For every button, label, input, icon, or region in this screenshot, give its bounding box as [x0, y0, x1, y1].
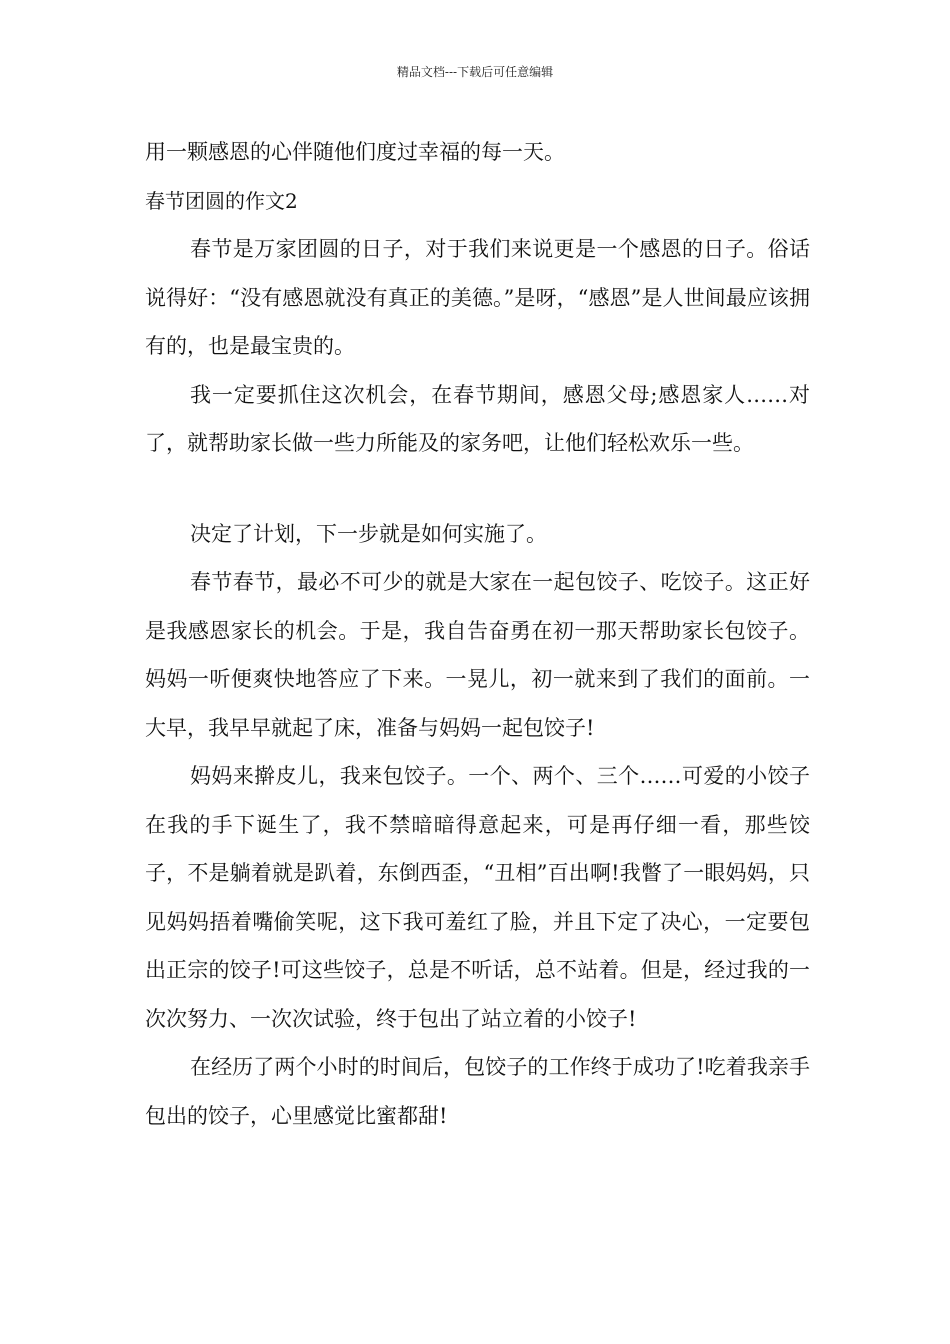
document-body — [145, 128, 810, 1140]
paragraph-spacer — [145, 468, 810, 510]
paragraph-5: 妈妈来擀皮儿，我来包饺子。一个、两个、三个……可爱的小饺子在我的手下诞生了，我不禁暗暗得意起来，可是再仔细一看，那些饺子，不是躺着就是趴着，东倒西歪，“丑相”百出啊!我瞥了一眼妈妈，只见妈妈捂着嘴偷笑呢，这下我可羞红了脸，并且下定了决心，一定要包出正宗的饺子!可这些饺子，总是不听话，总不站着。但是，经过我的一次次努力、一次次试验，终于包出了站立着的小饺子! — [145, 764, 810, 1031]
paragraph-2: 我一定要抓住这次机会，在春节期间，感恩父母;感恩家人……对了，就帮助家长做一些力所能及的家务吧，让他们轻松欢乐一些。 — [145, 382, 810, 455]
paragraph-1: 春节是万家团圆的日子，对于我们来说更是一个感恩的日子。俗话说得好：“没有感恩就没有真正的美德。”是呀，“感恩”是人世间最应该拥有的，也是最宝贵的。 — [145, 237, 810, 358]
essay-title: 春节团圆的作文2 — [145, 188, 298, 213]
page-header: 精品文档---下载后可任意编辑 — [396, 65, 554, 79]
continuation-paragraph: 用一颗感恩的心伴随他们度过幸福的每一天。 — [145, 140, 565, 164]
paragraph-6: 在经历了两个小时的时间后，包饺子的工作终于成功了!吃着我亲手包出的饺子，心里感觉比蜜都甜! — [145, 1055, 810, 1128]
paragraph-4: 春节春节，最必不可少的就是大家在一起包饺子、吃饺子。这正好是我感恩家长的机会。于是，我自告奋勇在初一那天帮助家长包饺子。妈妈一听便爽快地答应了下来。一晃儿，初一就来到了我们的面前。一大早，我早早就起了床，准备与妈妈一起包饺子! — [145, 570, 810, 740]
paragraph-3: 决定了计划，下一步就是如何实施了。 — [190, 521, 547, 546]
